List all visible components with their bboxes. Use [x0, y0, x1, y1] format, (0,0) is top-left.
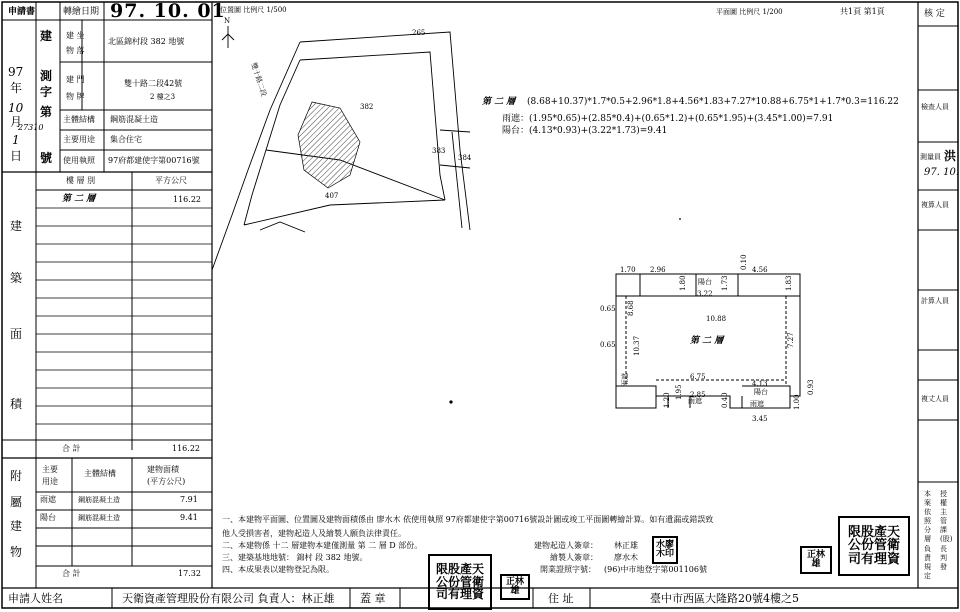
dim: 1.20 — [663, 392, 671, 408]
area-formula: (8.68+10.37)*1.7*0.5+2.96*1.8+4.56*1.83+7.27*10.88+6.75*1+1.7*0.3=116.22 — [527, 97, 899, 107]
person-stamp-right — [800, 546, 832, 574]
applicant-form-label: 申請書 — [8, 7, 36, 17]
use-value: 集合住宅 — [110, 135, 142, 144]
struct-value: 鋼筋混凝土造 — [110, 115, 158, 124]
note-char: 案 — [924, 499, 931, 508]
plan-balcony-bottom: 陽台 — [754, 388, 768, 396]
note-char: 權 — [940, 499, 947, 508]
dim: 8.68 — [627, 300, 635, 316]
dim: 4.13 — [752, 380, 768, 388]
location-value: 北區錦村段 382 地號 — [108, 37, 185, 46]
month-value: 10 — [8, 101, 24, 115]
dim: 10.88 — [706, 315, 727, 323]
day-char: 日 — [10, 149, 23, 163]
note-2: 二、本建物係 十二 層建物本建僅測量 第 二 層 D 部份。 — [222, 541, 423, 550]
note-char: 規 — [924, 562, 931, 571]
attach-total-value: 17.32 — [178, 569, 201, 578]
area-side-2: 築 — [10, 271, 23, 285]
struct-label: 主體結構 — [63, 115, 95, 124]
stamp-line: 公份管衛 — [847, 538, 900, 554]
note-char: 長 — [940, 544, 947, 553]
note-col-2 — [940, 490, 956, 572]
dim: 2.85 — [690, 391, 706, 399]
sqm-header: 平方公尺 — [155, 176, 187, 185]
dim: 3.22 — [697, 290, 713, 298]
use-label: 主要用途 — [63, 135, 95, 144]
dim: 1.70 — [620, 266, 636, 274]
lot-382: 382 — [360, 103, 374, 111]
stamp-line: 公份管衛 — [435, 574, 484, 589]
door-value-2: 2 樓之3 — [150, 93, 176, 101]
formula-label: 第 二 層 — [482, 97, 516, 107]
applicant-name-value: 天衛資產管理股份有限公司 負責人：林正雄 — [122, 592, 335, 605]
approve-header: 核 定 — [924, 9, 945, 19]
floor-row-label: 第 二 層 — [62, 194, 96, 204]
surveyor-label: 測量員 — [920, 153, 941, 161]
person-stamp-left — [500, 574, 530, 600]
stamp-line: 正林 — [505, 576, 524, 587]
seal-label: 蓋 章 — [360, 592, 386, 605]
note-char: 責 — [924, 553, 931, 562]
attach-row-use: 陽台 — [40, 513, 56, 522]
applicant-name-label: 申請人姓名 — [8, 592, 63, 605]
owner-sign-value: 林正雄 — [614, 541, 638, 550]
road-label: 雙十路二段 — [249, 61, 268, 98]
lot-407: 407 — [325, 192, 339, 200]
stamp-line: 限股產天 — [435, 562, 484, 577]
checker-label: 檢查人員 — [921, 103, 949, 111]
note-char: 層 — [924, 535, 931, 544]
stamp-line: 水廖 — [655, 539, 674, 550]
attach-side-1: 附 — [10, 469, 23, 483]
total-value: 116.22 — [172, 444, 200, 453]
dim: 7.27 — [787, 332, 795, 348]
location-label: 建 坐 物 落 — [66, 31, 85, 56]
note-char: 課 — [940, 526, 947, 535]
dim: 3.45 — [752, 415, 768, 423]
serial-handwritten: 27310 — [18, 123, 44, 132]
note-col-1 — [924, 490, 936, 581]
dim: 0.65 — [600, 305, 616, 313]
dim: 1.00 — [793, 394, 801, 410]
dim: 0.65 — [600, 341, 616, 349]
dim: 1.80 — [679, 275, 687, 291]
attach-side-4: 物 — [10, 545, 23, 559]
build-char-2: 測 — [40, 69, 53, 83]
year-char: 年 — [10, 81, 23, 95]
stamp-line: 正林 — [806, 549, 825, 560]
month-char: 月 — [10, 115, 23, 129]
plan-canopy-2: 雨遮 — [750, 400, 764, 408]
note-3: 三、建築基地地號： 錦村 段 382 地號。 — [222, 553, 368, 562]
stamp-line: 雄 — [510, 586, 520, 596]
north-label: N — [224, 17, 231, 25]
site-plan-title: 位置圖 比例尺 1/500 — [220, 6, 287, 14]
note-char: 分 — [924, 526, 931, 535]
dim: 0.10 — [740, 254, 748, 270]
attach-col-use: 主要 用途 — [42, 465, 58, 486]
note-char: 本 — [924, 490, 931, 498]
attach-side-3: 建 — [10, 519, 23, 533]
stamp-line: 限股產天 — [847, 524, 900, 540]
license-value: 97府都建使字第00716號 — [108, 156, 200, 165]
plan-floor-label: 第 二 層 — [690, 336, 724, 346]
surveyor-handwritten: 洪 — [944, 149, 957, 163]
day-value: 1 — [12, 133, 20, 147]
page-count: 共1頁 第1頁 — [840, 7, 885, 16]
stamp-line: 木印 — [655, 549, 674, 559]
floor-header: 樓 層 別 — [66, 176, 96, 185]
attach-row-use: 雨遮 — [40, 495, 56, 504]
surveyor-date: 97. 10. — [924, 167, 959, 178]
dim: 4.56 — [752, 266, 768, 274]
stamp-line: 司有理資 — [847, 551, 900, 567]
license-label: 使用執照 — [63, 156, 95, 165]
attach-row-area: 9.41 — [180, 513, 198, 522]
address-value: 臺中市西區大隆路20號4樓之5 — [650, 592, 799, 605]
attach-row-struct: 鋼筋混凝土造 — [78, 514, 120, 522]
plan-canopy-3: 雨遮 — [621, 373, 629, 387]
review-label: 複算人員 — [921, 201, 949, 209]
attach-side-2: 屬 — [10, 495, 23, 509]
note-char: 定 — [924, 571, 931, 580]
attach-row-struct: 鋼筋混凝土造 — [78, 496, 120, 504]
note-char: 管 — [940, 517, 947, 526]
note-1: 一、本建物平面圖、位置圖及建物面積係由 廖水木 依使用執照 97府都建使字第00716號設計圖或竣工平面圖轉繪計算。如有遺漏或錯誤致 — [222, 515, 714, 524]
attach-total-label: 合 計 — [62, 569, 81, 578]
year-value: 97 — [8, 65, 24, 79]
owner-sign-label: 建物起造人簽章： — [534, 541, 598, 550]
total-label: 合 計 — [62, 444, 81, 453]
dim: 6.75 — [690, 373, 706, 381]
company-stamp-left — [428, 554, 492, 610]
build-char-3: 字 — [40, 85, 53, 99]
note-char: 判 — [940, 553, 947, 562]
plan-canopy-1: 雨遮 — [688, 397, 702, 405]
drafter-stamp — [652, 536, 678, 564]
note-char: 授 — [940, 490, 947, 498]
calc-label: 計算人員 — [921, 297, 949, 305]
lot-383: 383 — [432, 147, 446, 155]
note-char: 依 — [924, 508, 931, 517]
attach-row-area: 7.91 — [180, 495, 198, 504]
floor-plan-title: 平面圖 比例尺 1/200 — [716, 8, 783, 16]
date-value: 97. 10. 01 — [110, 0, 226, 22]
lot-265: 265 — [412, 29, 426, 37]
floor-row-value: 116.22 — [173, 195, 201, 204]
dim: 1.73 — [721, 275, 729, 291]
license-value-bottom: (96)中市地登字第001106號 — [604, 565, 707, 574]
drafter-sign-label: 繪製人簽章： — [550, 553, 598, 562]
note-char: 照 — [924, 517, 931, 526]
plan-balcony-top: 陽台 — [698, 278, 712, 286]
date-label: 轉繪日期 — [63, 7, 100, 17]
door-value-1: 雙十路二段42號 — [124, 79, 183, 88]
note-char: 負 — [924, 544, 931, 553]
attach-col-area: 建物面積 (平方公尺) — [147, 465, 186, 486]
dim: 1.83 — [785, 275, 793, 291]
canopy-formula: 雨遮：(1.95*0.65)+(2.85*0.4)+(0.65*1.2)+(0.65*1.95)+(3.45*1.00)=7.91 — [502, 114, 834, 124]
dim: 2.96 — [650, 266, 666, 274]
clerk-label: 複丈人員 — [921, 395, 949, 403]
lot-384: 384 — [458, 154, 472, 162]
company-stamp-right — [838, 516, 910, 576]
note-1b: 他人受損害者，建物起造人及繪製人願負法律責任。 — [222, 529, 406, 538]
note-4: 四、本成果表以建物登記為限。 — [222, 565, 334, 574]
address-label: 住 址 — [548, 592, 574, 605]
build-char-5: 號 — [40, 151, 53, 165]
build-char-1: 建 — [40, 29, 53, 43]
area-side-1: 建 — [10, 219, 23, 233]
note-char: 發 — [940, 562, 947, 571]
door-label: 建 門 物 牌 — [66, 75, 85, 101]
drafter-sign-value: 廖水木 — [614, 553, 638, 562]
attach-col-struct: 主體結構 — [84, 469, 116, 478]
area-side-4: 積 — [10, 397, 23, 411]
stamp-line: 雄 — [811, 559, 821, 569]
dim: 0.93 — [807, 379, 815, 395]
note-char: (股) — [940, 535, 953, 544]
balcony-formula: 陽台：(4.13*0.93)+(3.22*1.73)=9.41 — [502, 126, 668, 136]
dim: 10.37 — [633, 335, 641, 356]
license-label-bottom: 開業證照字號： — [540, 565, 596, 574]
dim: 1.95 — [675, 384, 683, 400]
build-char-4: 第 — [40, 105, 53, 119]
dim: 0.40 — [721, 392, 729, 408]
stamp-line: 司有理資 — [435, 587, 484, 602]
area-side-3: 面 — [10, 327, 23, 341]
note-char: 主 — [940, 508, 947, 517]
